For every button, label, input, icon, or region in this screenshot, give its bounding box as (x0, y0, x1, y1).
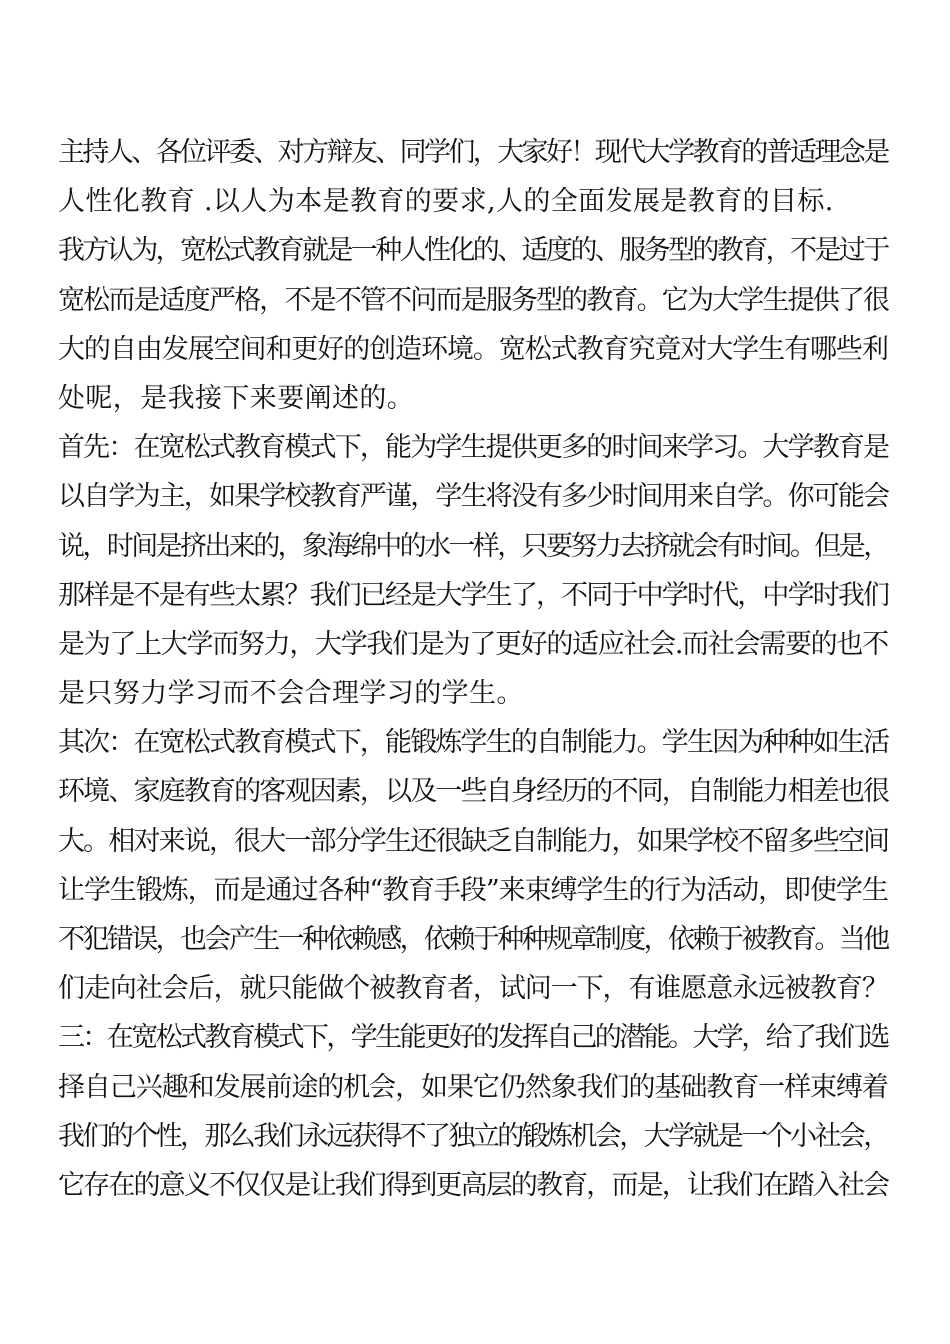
text-line: 不犯错误，也会产生一种依赖感，依赖于种种规章制度，依赖于被教育。当他 (58, 924, 888, 955)
document-body (58, 128, 888, 1210)
text-line: 说，时间是挤出来的，象海绵中的水一样，只要努力去挤就会有时间。但是， (58, 530, 888, 562)
text-line: 首先：在宽松式教育模式下，能为学生提供更多的时间来学习。大学教育是 (58, 432, 889, 464)
text-line: 大的自由发展空间和更好的创造环境。宽松式教育究竟对大学生有哪些利 (58, 333, 888, 365)
text-line: 是只努力学习而不会合理学习的学生。 (58, 678, 524, 710)
text-line: 大。相对来说，很大一部分学生还很缺乏自制能力，如果学校不留多些空间 (58, 825, 889, 857)
text-line: 那样是不是有些太累？我们已经是大学生了，不同于中学时代，中学时我们 (58, 579, 889, 611)
text-line: 主持人、各位评委、对方辩友、同学们，大家好！现代大学教育的普适理念是 (58, 137, 888, 168)
text-line: 它存在的意义不仅仅是让我们得到更高层的教育，而是，让我们在踏入社会 (58, 1169, 889, 1201)
text-line: 处呢，是我接下来要阐述的。 (58, 382, 415, 414)
text-line: 让学生锻炼，而是通过各种“教育手段”来束缚学生的行为活动，即使学生 (58, 874, 888, 906)
text-line: 三：在宽松式教育模式下，学生能更好的发挥自己的潜能。大学，给了我们选 (58, 1022, 888, 1054)
text-line: 人性化教育 .以人为本是教育的要求,人的全面发展是教育的目标. (58, 186, 834, 218)
text-line: 环境、家庭教育的客观因素，以及一些自身经历的不同，自制能力相差也很 (58, 776, 889, 808)
text-line: 是为了上大学而努力，大学我们是为了更好的适应社会.而社会需要的也不 (58, 628, 888, 660)
text-line: 们走向社会后，就只能做个被教育者，试问一下，有谁愿意永远被教育？ (58, 973, 888, 1005)
text-line: 择自己兴趣和发展前途的机会，如果它仍然象我们的基础教育一样束缚着 (58, 1071, 888, 1103)
text-line: 以自学为主，如果学校教育严谨，学生将没有多少时间用来自学。你可能会 (58, 481, 889, 513)
text-line: 其次：在宽松式教育模式下，能锻炼学生的自制能力。学生因为种种如生活 (58, 727, 889, 759)
text-line: 我们的个性，那么我们永远获得不了独立的锻炼机会，大学就是一个小社会， (58, 1120, 888, 1152)
text-line: 我方认为，宽松式教育就是一种人性化的、适度的、服务型的教育，不是过于 (58, 235, 888, 267)
text-line: 宽松而是适度严格，不是不管不问而是服务型的教育。它为大学生提供了很 (58, 284, 889, 316)
